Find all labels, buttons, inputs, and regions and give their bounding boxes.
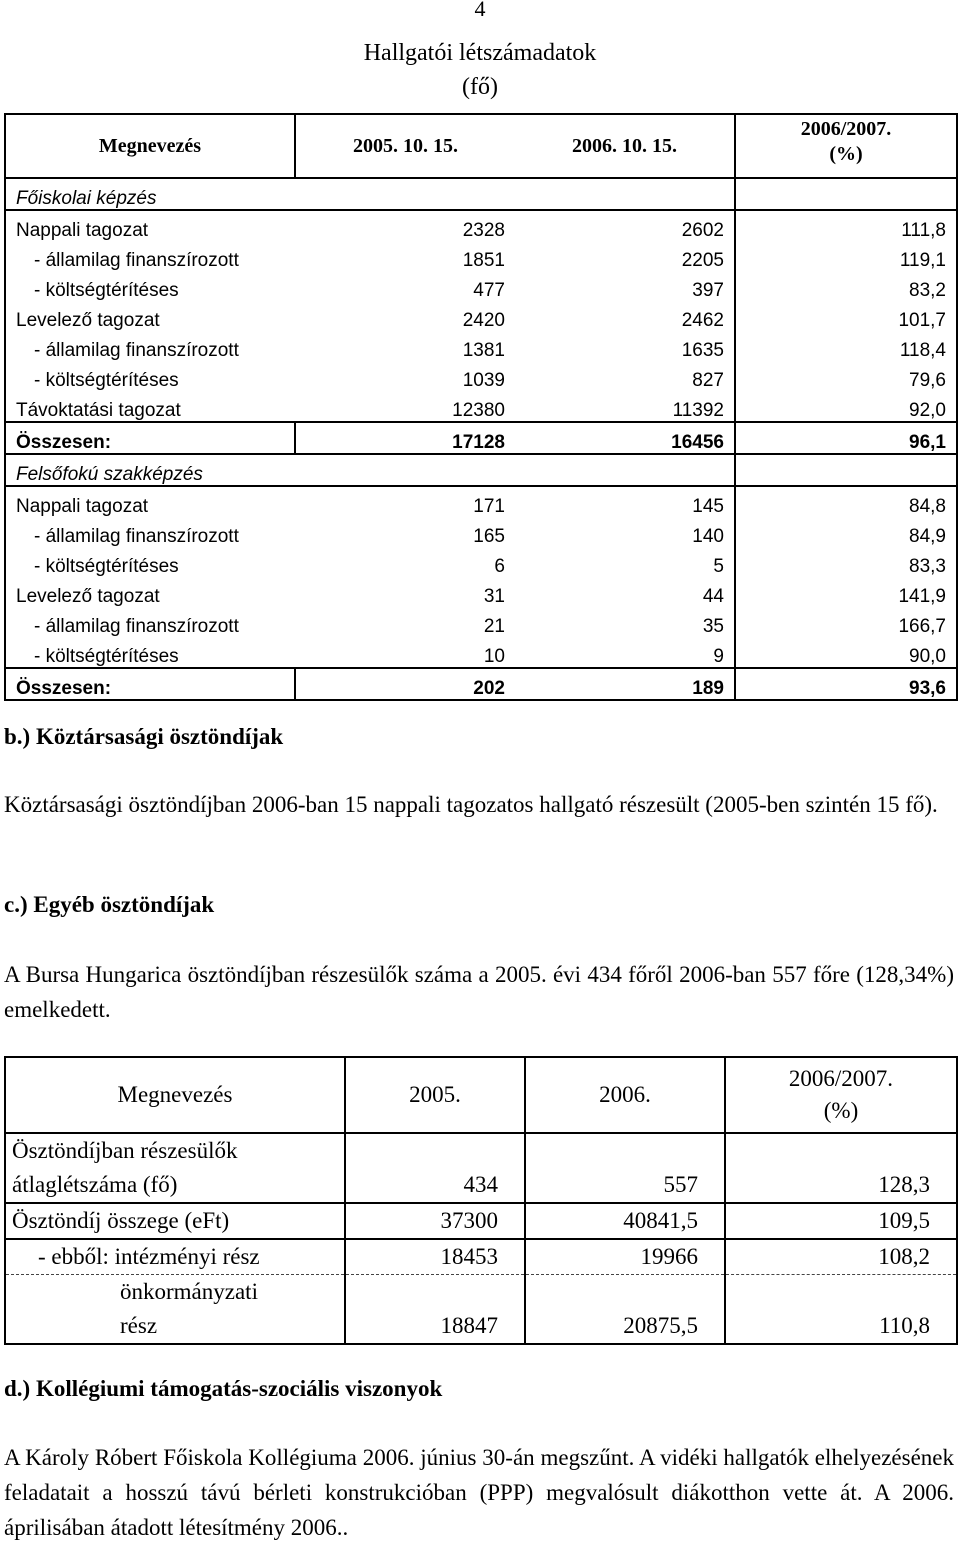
section-d-heading: d.) Kollégiumi támogatás-szociális viszonyok xyxy=(4,1376,443,1401)
table-row: - költségtérítéses 1039 827 79,6 xyxy=(5,361,957,391)
section-b-heading: b.) Köztársasági ösztöndíjak xyxy=(4,724,284,749)
table-row: Nappali tagozat 2328 2602 111,8 xyxy=(5,210,957,241)
page-number: 4 xyxy=(474,0,486,21)
section-c-heading: c.) Egyéb ösztöndíjak xyxy=(4,892,215,917)
table-row: Távoktatási tagozat 12380 11392 92,0 xyxy=(5,391,957,422)
table-row: Ösztöndíjban részesülők átlaglétszáma (fő) 434 557 128,3 xyxy=(5,1133,957,1203)
table-row: Felsőfokú szakképzés xyxy=(5,454,957,486)
table-row: - államilag finanszírozott 1851 2205 119,1 xyxy=(5,241,957,271)
page-title: Hallgatói létszámadatok xyxy=(363,40,597,66)
col-header-2006: 2006. 10. 15. xyxy=(515,114,735,178)
table-row: - költségtérítéses 477 397 83,2 xyxy=(5,271,957,301)
table-row: Ösztöndíj összege (eFt) 37300 40841,5 109,5 xyxy=(5,1203,957,1239)
table-row: - államilag finanszírozott 165 140 84,9 xyxy=(5,517,957,547)
table-total-row: Összesen: 17128 16456 96,1 xyxy=(5,422,957,454)
col-header-name: Megnevezés xyxy=(5,114,295,178)
section-c-text: A Bursa Hungarica ösztöndíjban részesülők száma a 2005. évi 434 főről 2006-ban 557 főre (128,34%) emelkedett. xyxy=(4,962,954,1022)
student-headcount-table xyxy=(4,113,958,701)
table-row: - költségtérítéses 6 5 83,3 xyxy=(5,547,957,577)
table-header-row: Megnevezés 2005. 2006. 2006/2007. (%) xyxy=(5,1057,957,1133)
table-row: - költségtérítéses 10 9 90,0 xyxy=(5,637,957,668)
scholarship-table xyxy=(4,1056,958,1345)
table-total-row: Összesen: 202 189 93,6 xyxy=(5,668,957,700)
table-row: Levelező tagozat 2420 2462 101,7 xyxy=(5,301,957,331)
table-header-row xyxy=(5,114,957,178)
table-row: Főiskolai képzés xyxy=(5,178,957,210)
table-row: - ebből: intézményi rész 18453 19966 108,2 xyxy=(5,1239,957,1275)
col-header-pct: 2006/2007. (%) xyxy=(735,114,957,178)
page-title-unit: (fő) xyxy=(462,74,498,100)
table-row: Levelező tagozat 31 44 141,9 xyxy=(5,577,957,607)
section-b-text: Köztársasági ösztöndíjban 2006-ban 15 nappali tagozatos hallgató részesült (2005-ben szintén 15 fő). xyxy=(4,792,938,817)
table-row: - államilag finanszírozott 1381 1635 118,4 xyxy=(5,331,957,361)
table-row: Nappali tagozat 171 145 84,8 xyxy=(5,486,957,517)
section-d-text: A Károly Róbert Főiskola Kollégiuma 2006. június 30-án megszűnt. A vidéki hallgatók elhelyezésének feladatait a hosszú távú bérleti konstrukcióban (PPP) megvalósult diákotthon vette át. A 2006. áprilisában átadott létesítmény 2006.. xyxy=(4,1445,954,1540)
col-header-2005: 2005. 10. 15. xyxy=(295,114,515,178)
table-row: - államilag finanszírozott 21 35 166,7 xyxy=(5,607,957,637)
table-row: önkormányzati rész 18847 20875,5 110,8 xyxy=(5,1275,957,1345)
